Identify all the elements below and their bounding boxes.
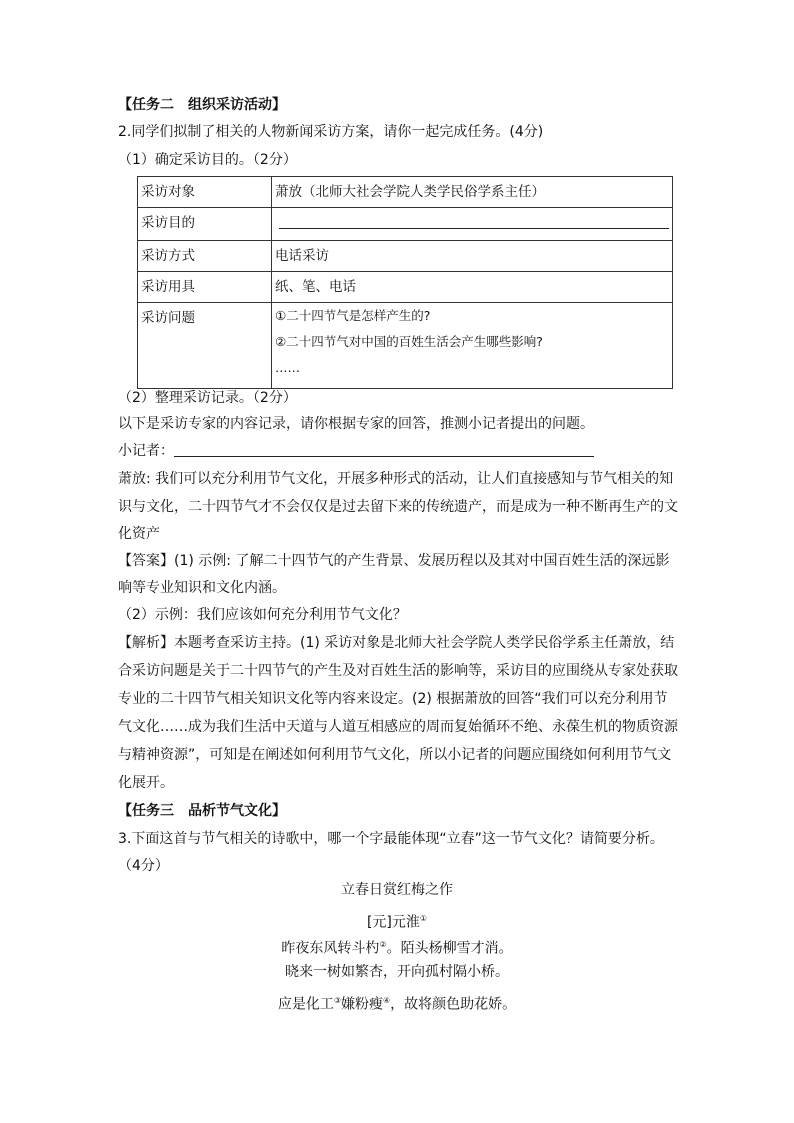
xiaofang-answer-line: 萧放: 我们可以充分利用节气文化，开展多种形式的活动，让人们直接感知与节气相关的知: [118, 471, 674, 487]
poem-text: ，故将颜色助花娇。: [390, 996, 517, 1013]
question-3-prompt: 3.下面这首与节气相关的诗歌中，哪一个字最能体现“立春”这一节气文化？请简要分析。: [118, 831, 664, 847]
table-key: 采访对象: [138, 177, 272, 208]
question-2-part-1: （1）确定采访目的。（2分）: [118, 152, 297, 168]
table-row: [138, 208, 673, 241]
question-item: ②二十四节气对中国的百姓生活会产生哪些影响?: [275, 334, 543, 349]
purpose-answer-blank[interactable]: [279, 208, 669, 229]
table-key: 采访目的: [138, 208, 272, 241]
table-key: 采访方式: [138, 241, 272, 272]
analysis-line: 专业的二十四节气相关知识文化等内容来设定。(2) 根据萧放的回答“我们可以充分利用节: [118, 691, 668, 707]
table-value: 萧放（北师大社会学院人类学民俗学系主任）: [272, 177, 673, 208]
table-key: 采访问题: [138, 303, 272, 389]
analysis-line: 化展开。: [118, 775, 174, 791]
task2-heading: 【任务二 组织采访活动】: [118, 97, 286, 113]
record-intro: 以下是采访专家的内容记录，请你根据专家的回答，推测小记者提出的问题。: [118, 416, 594, 432]
interview-questions-cell: [272, 303, 673, 389]
reporter-label: 小记者：: [118, 443, 174, 459]
task3-heading: 【任务三 品析节气文化】: [118, 803, 286, 819]
analysis-line: 与精神资源”，可知是在阐述如何利用节气文化，所以小记者的问题应围绕如何利用节气文: [118, 747, 672, 763]
question-2-prompt: 2.同学们拟制了相关的人物新闻采访方案，请你一起完成任务。(4分): [118, 124, 544, 140]
table-row: [138, 241, 673, 272]
table-key: 采访用具: [138, 272, 272, 303]
question-item: ①二十四节气是怎样产生的?: [275, 308, 431, 323]
table-row: [138, 177, 673, 208]
poem-author-name: [元]元淮: [366, 914, 420, 931]
answer-line: （2）示例：我们应该如何充分利用节气文化？: [118, 607, 407, 623]
answer-line: 响等专业知识和文化内涵。: [118, 580, 286, 596]
poem-line-2: 晓来一树如繁杏，开向孤村隔小桥。: [285, 964, 509, 980]
question-item: ……: [275, 360, 300, 375]
table-row: [138, 303, 673, 389]
poem-text: 嫌粉瘦: [341, 996, 383, 1013]
footnote-marker: ②: [379, 940, 387, 949]
poem-text: 昨夜东风转斗杓: [281, 940, 380, 957]
analysis-line: 气文化……成为我们生活中天道与人道互相感应的周而复始循环不绝、永葆生机的物质资源: [118, 719, 678, 735]
table-row: [138, 272, 673, 303]
xiaofang-answer-line: 识与文化，二十四节气才不会仅仅是过去留下来的传统遗产，而是成为一种不断再生产的文: [118, 499, 678, 515]
footnote-marker: ①: [419, 914, 428, 923]
poem-text: 。陌头杨柳雪才消。: [386, 940, 513, 957]
analysis-line: 合采访问题是关于二十四节气的产生及对百姓生活的影响等，采访目的应围绕从专家处获取: [118, 663, 678, 679]
table-value: 纸、笔、电话: [272, 272, 673, 303]
interview-plan-table: [137, 176, 673, 389]
analysis-line: 【解析】本题考查采访主持。(1) 采访对象是北师大社会学院人类学民俗学系主任萧放，结: [118, 635, 675, 651]
reporter-line: [118, 438, 594, 464]
table-value: 电话采访: [272, 241, 673, 272]
question-3-score: （4分）: [118, 858, 169, 874]
poem-line-3: [0, 986, 794, 1020]
poem-text: 应是化工: [277, 996, 334, 1013]
xiaofang-answer-line: 化资产: [118, 526, 160, 542]
reporter-question-blank[interactable]: [174, 440, 594, 457]
purpose-answer-cell: [272, 208, 673, 241]
question-2-part-2: （2）整理采访记录。（2分）: [118, 390, 297, 406]
footnote-marker: ③: [333, 996, 341, 1005]
footnote-marker: ④: [383, 996, 391, 1005]
answer-line: 【答案】(1) 示例: 了解二十四节气的产生背景、发展历程以及其对中国百姓生活的深远影: [118, 553, 670, 569]
poem-title: 立春日赏红梅之作: [341, 882, 453, 898]
